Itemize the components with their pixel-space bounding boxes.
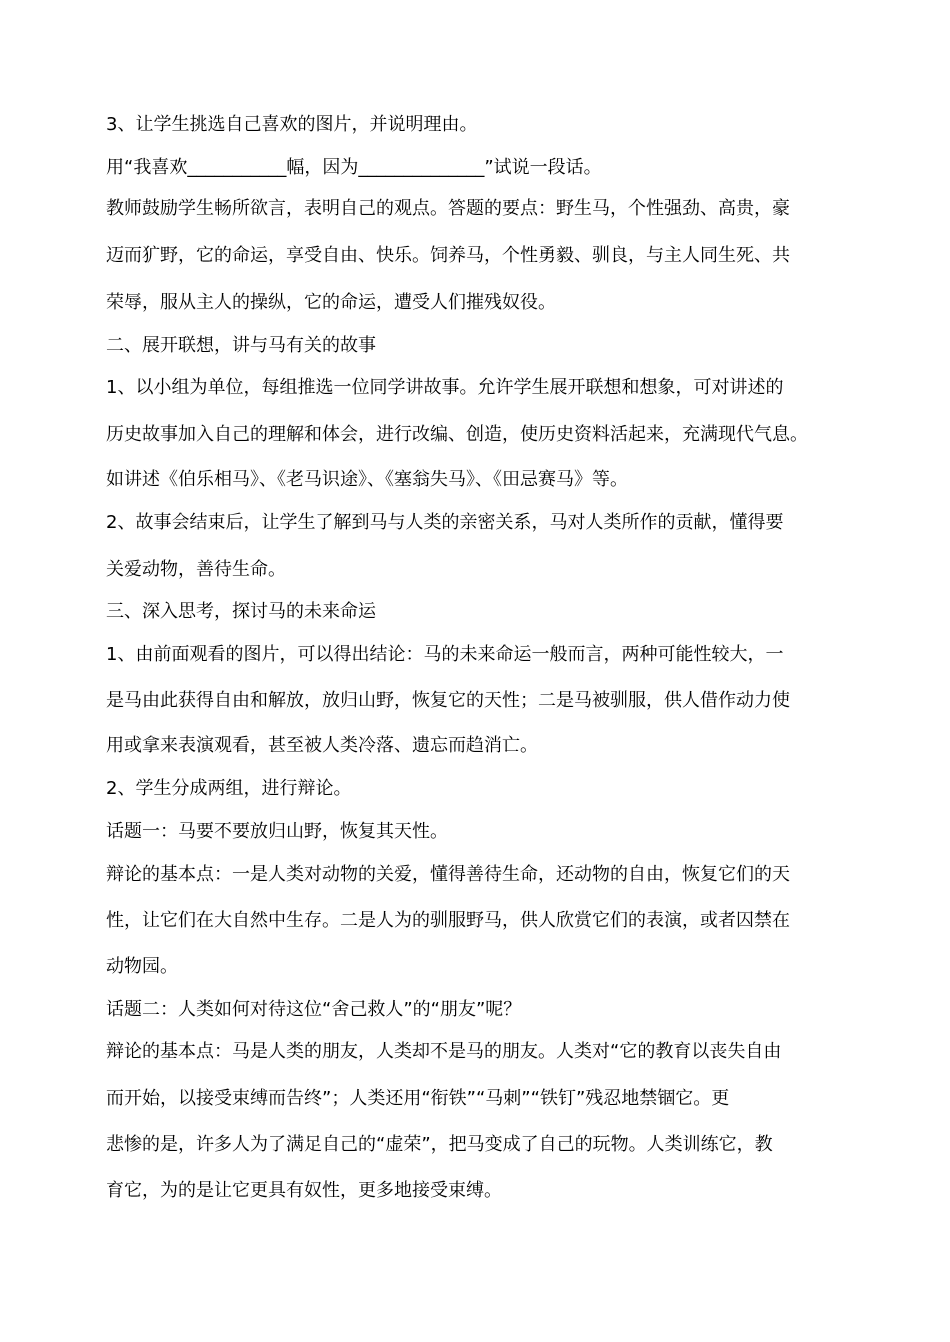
text-line: 用或拿来表演观看，甚至被人类冷落、遗忘而趋消亡。 <box>106 735 538 756</box>
text-line: 关爱动物，善待生命。 <box>106 559 286 580</box>
text-line: 用“我喜欢___________幅，因为______________”试说一段话。 <box>106 157 602 178</box>
text-line: 教师鼓励学生畅所欲言，表明自己的观点。答题的要点：野生马，个性强劲、高贵，豪 <box>106 198 790 219</box>
text-line: 辩论的基本点：马是人类的朋友，人类却不是马的朋友。人类对“它的教育以丧失自由 <box>106 1041 782 1062</box>
text-line: 1、由前面观看的图片，可以得出结论：马的未来命运一般而言，两种可能性较大，一 <box>106 644 784 665</box>
text-line: 1、以小组为单位，每组推选一位同学讲故事。允许学生展开联想和想象，可对讲述的 <box>106 377 784 398</box>
section-heading: 二、展开联想，讲与马有关的故事 <box>106 335 376 356</box>
text-line: 是马由此获得自由和解放，放归山野，恢复它的天性；二是马被驯服，供人借作动力使 <box>106 690 790 711</box>
text-line: 动物园。 <box>106 956 178 977</box>
text-line: 话题二：人类如何对待这位“舍己救人”的“朋友”呢？ <box>106 999 522 1020</box>
text-line: 历史故事加入自己的理解和体会，进行改编、创造，使历史资料活起来，充满现代气息。 <box>106 424 808 445</box>
text-line: 2、故事会结束后，让学生了解到马与人类的亲密关系，马对人类所作的贡献，懂得要 <box>106 512 784 533</box>
text-line: 话题一：马要不要放归山野，恢复其天性。 <box>106 821 448 842</box>
text-line: 而开始，以接受束缚而告终”；人类还用“衔铁”“马刺”“铁钉”残忍地禁锢它。更 <box>106 1088 730 1109</box>
text-line: 辩论的基本点：一是人类对动物的关爱，懂得善待生命，还动物的自由，恢复它们的天 <box>106 864 790 885</box>
text-line: 性，让它们在大自然中生存。二是人为的驯服野马，供人欣赏它们的表演，或者囚禁在 <box>106 910 790 931</box>
text-line: 悲惨的是，许多人为了满足自己的“虚荣”，把马变成了自己的玩物。人类训练它，教 <box>106 1134 773 1155</box>
text-line: 育它，为的是让它更具有奴性，更多地接受束缚。 <box>106 1180 502 1201</box>
text-line: 荣辱，服从主人的操纵，它的命运，遭受人们摧残奴役。 <box>106 292 556 313</box>
text-line: 3、让学生挑选自己喜欢的图片，并说明理由。 <box>106 114 478 135</box>
text-line: 迈而犷野，它的命运，享受自由、快乐。饲养马，个性勇毅、驯良，与主人同生死、共 <box>106 245 790 266</box>
text-line: 如讲述《伯乐相马》、《老马识途》、《塞翁失马》、《田忌赛马》等。 <box>106 469 628 490</box>
section-heading: 三、深入思考，探讨马的未来命运 <box>106 601 376 622</box>
text-line: 2、学生分成两组，进行辩论。 <box>106 778 352 799</box>
